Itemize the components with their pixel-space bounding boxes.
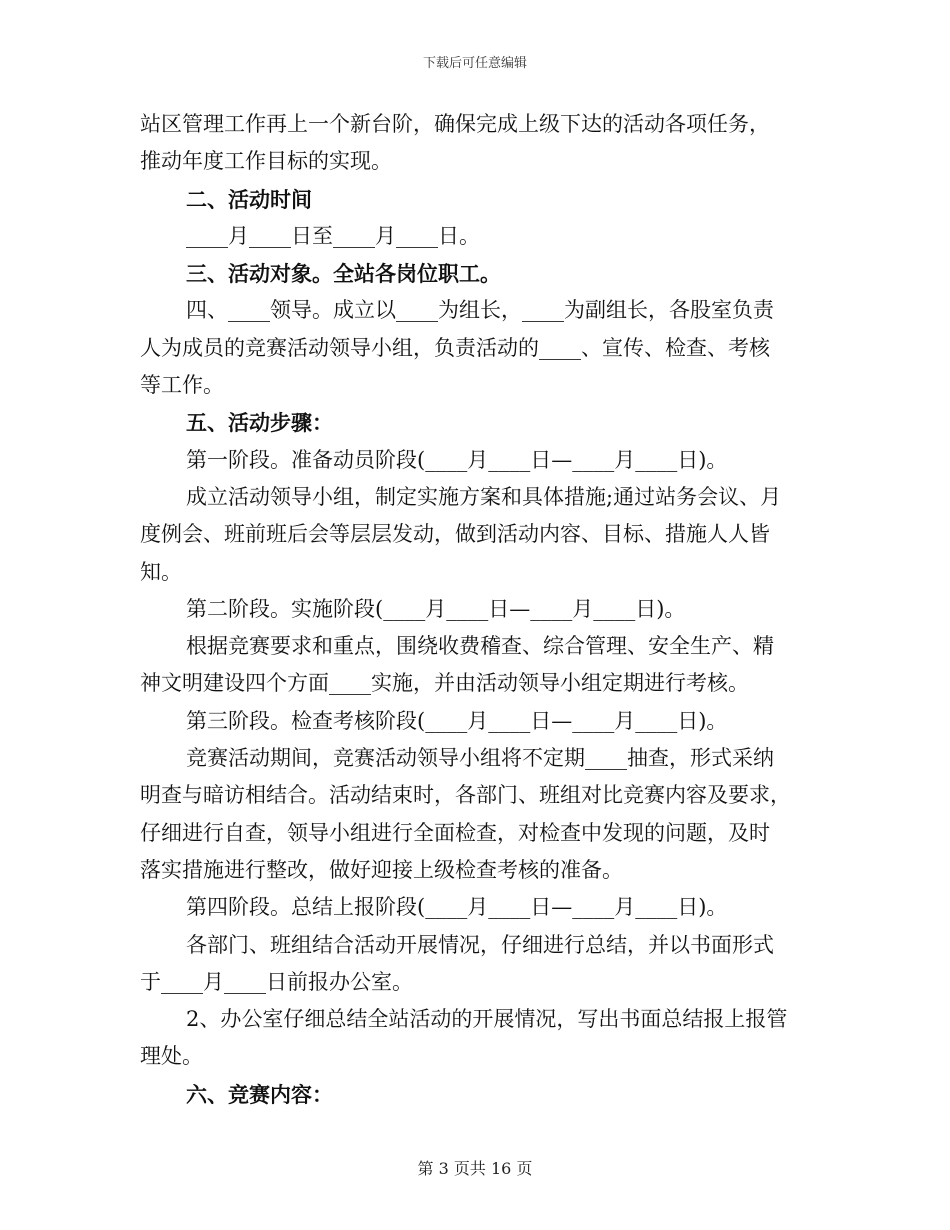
section-heading: 三、活动对象。全站各岗位职工。 <box>186 261 501 287</box>
paragraph-line: ____月____日至____月____日。 <box>186 223 480 248</box>
paragraph-line: 神文明建设四个方面____实施，并由活动领导小组定期进行考核。 <box>140 671 749 696</box>
paragraph-line: 第一阶段。准备动员阶段(____月____日—____月____日)。 <box>186 447 728 472</box>
paragraph-line: 于____月____日前报办公室。 <box>140 969 413 994</box>
paragraph-line: 根据竞赛要求和重点，围绕收费稽查、综合管理、安全生产、精 <box>186 634 774 659</box>
page-header: 下载后可任意编辑 <box>422 56 527 71</box>
paragraph-line: 人为成员的竞赛活动领导小组，负责活动的____、宣传、检查、考核 <box>140 335 770 360</box>
paragraph-line: 明查与暗访相结合。活动结束时，各部门、班组对比竞赛内容及要求， <box>140 783 791 808</box>
paragraph-line: 仔细进行自查，领导小组进行全面检查，对检查中发现的问题，及时 <box>140 820 770 845</box>
section-heading: 五、活动步骤： <box>186 410 333 436</box>
paragraph-line: 等工作。 <box>140 373 224 398</box>
paragraph-line: 第二阶段。实施阶段(____月____日—____月____日)。 <box>186 596 686 621</box>
paragraph-line: 四、____领导。成立以____为组长，____为副组长，各股室负责 <box>186 298 774 323</box>
paragraph-line: 成立活动领导小组，制定实施方案和具体措施;通过站务会议、月 <box>186 484 782 509</box>
paragraph-line: 各部门、班组结合活动开展情况，仔细进行总结，并以书面形式 <box>186 932 774 957</box>
paragraph-line: 站区管理工作再上一个新台阶，确保完成上级下达的活动各项任务， <box>140 112 770 136</box>
section-heading: 六、竞赛内容： <box>186 1081 333 1107</box>
paragraph-line: 2、办公室仔细总结全站活动的开展情况，写出书面总结报上报管 <box>186 1007 788 1032</box>
section-heading: 二、活动时间 <box>186 186 312 212</box>
paragraph-line: 推动年度工作目标的实现。 <box>140 149 392 174</box>
paragraph-line: 知。 <box>140 559 182 584</box>
page-footer: 第 3 页共 16 页 <box>417 1159 533 1178</box>
paragraph-line: 第三阶段。检查考核阶段(____月____日—____月____日)。 <box>186 708 728 733</box>
document-body <box>140 106 810 1113</box>
paragraph-line: 竞赛活动期间，竞赛活动领导小组将不定期____抽查，形式采纳 <box>186 746 774 771</box>
paragraph-line: 落实措施进行整改，做好迎接上级检查考核的准备。 <box>140 857 623 882</box>
paragraph-line: 第四阶段。总结上报阶段(____月____日—____月____日)。 <box>186 895 728 920</box>
paragraph-line: 度例会、班前班后会等层层发动，做到活动内容、目标、措施人人皆 <box>140 522 770 547</box>
paragraph-line: 理处。 <box>140 1044 203 1069</box>
